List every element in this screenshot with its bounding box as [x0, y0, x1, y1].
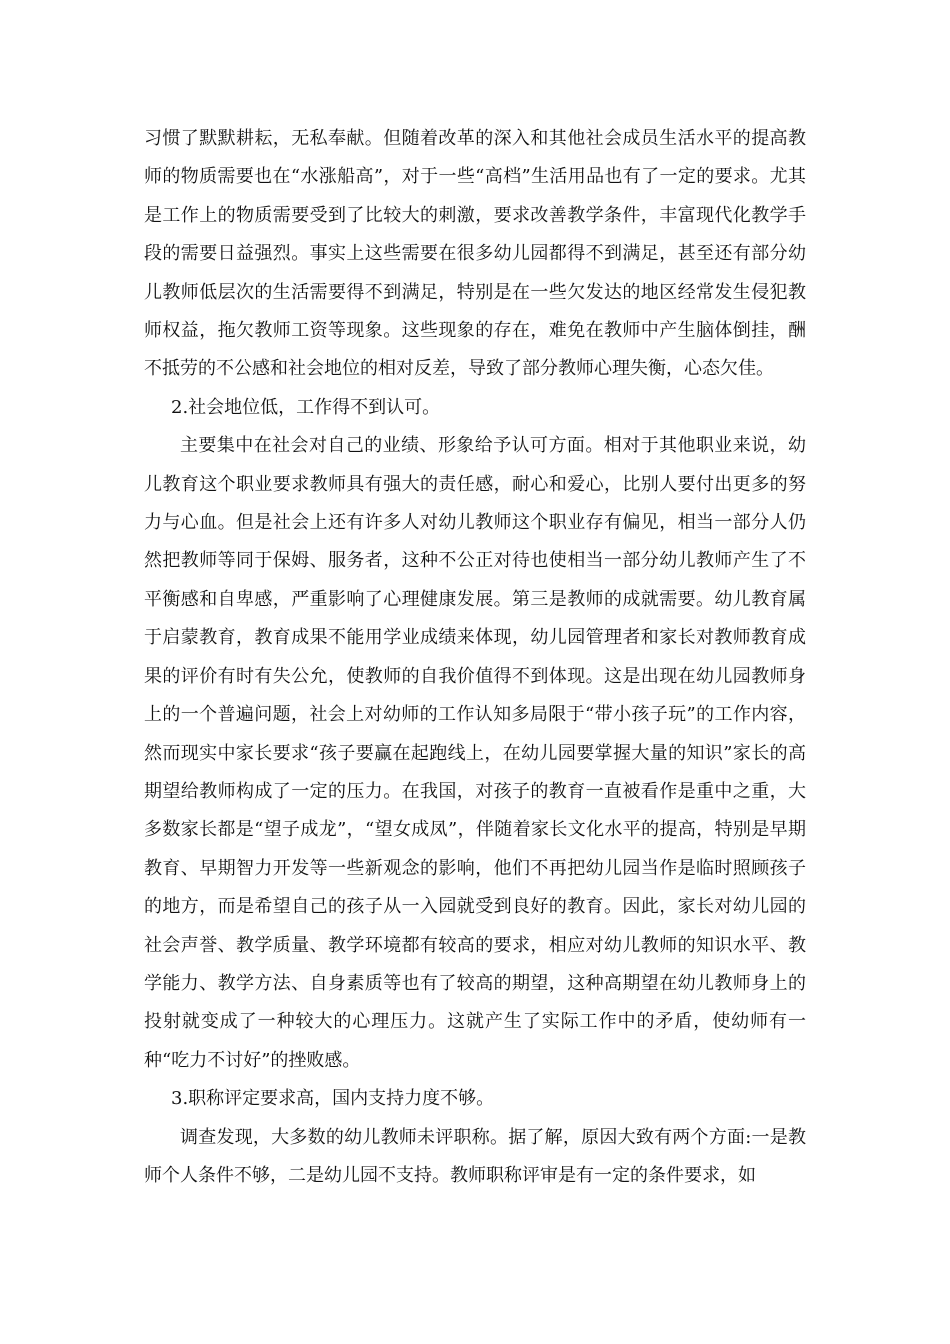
paragraph-title-evaluation: 调查发现，大多数的幼儿教师未评职称。据了解，原因大致有两个方面:一是教师个人条件不够，二是幼儿园不支持。教师职称评审是有一定的条件要求，如 [144, 1126, 806, 1186]
section-heading-3: 3.职称评定要求高，国内支持力度不够。 [171, 1088, 495, 1110]
section-heading-2: 2.社会地位低，工作得不到认可。 [171, 396, 441, 418]
paragraph-social-status: 主要集中在社会对自己的业绩、形象给予认可方面。相对于其他职业来说，幼儿教育这个职业要求教师具有强大的责任感，耐心和爱心，比别人要付出更多的努力与心血。但是社会上还有许多人对幼儿教师这个职业存有偏见，相当一部分人仍然把教师等同于保姆、服务者，这种不公正对待也使相当一部分幼儿教师产生了不平衡感和自卑感，严重影响了心理健康发展。第三是教师的成就需要。幼儿教育属于启蒙教育，教育成果不能用学业成绩来体现，幼儿园管理者和家长对教师教育成果的评价有时有失公允，使教师的自我价值得不到体现。这是出现在幼儿园教师身上的一个普遍问题，社会上对幼师的工作认知多局限于“带小孩子玩”的工作内容，然而现实中家长要求“孩子要赢在起跑线上，在幼儿园要掌握大量的知识”家长的高期望给教师构成了一定的压力。在我国，对孩子的教育一直被看作是重中之重，大多数家长都是“望子成龙”，“望女成凤”，伴随着家长文化水平的提高，特别是早期教育、早期智力开发等一些新观念的影响，他们不再把幼儿园当作是临时照顾孩子的地方，而是希望自己的孩子从一入园就受到良好的教育。因此，家长对幼儿园的社会声誉、教学质量、教学环境都有较高的要求，相应对幼儿教师的知识水平、教学能力、教学方法、自身素质等也有了较高的期望，这种高期望在幼儿教师身上的投射就变成了一种较大的心理压力。这就产生了实际工作中的矛盾，使幼师有一种“吃力不讨好”的挫败感。 [144, 435, 806, 1071]
paragraph-continued: 习惯了默默耕耘，无私奉献。但随着改革的深入和其他社会成员生活水平的提高教师的物质需要也在“水涨船高”，对于一些“高档”生活用品也有了一定的要求。尤其是工作上的物质需要受到了比较大的刺激，要求改善教学条件，丰富现代化教学手段的需要日益强烈。事实上这些需要在很多幼儿园都得不到满足，甚至还有部分幼儿教师低层次的生活需要得不到满足，特别是在一些欠发达的地区经常发生侵犯教师权益，拖欠教师工资等现象。这些现象的存在，难免在教师中产生脑体倒挂，酬不抵劳的不公感和社会地位的相对反差，导致了部分教师心理失衡，心态欠佳。 [144, 128, 806, 380]
document-body [144, 120, 806, 1195]
